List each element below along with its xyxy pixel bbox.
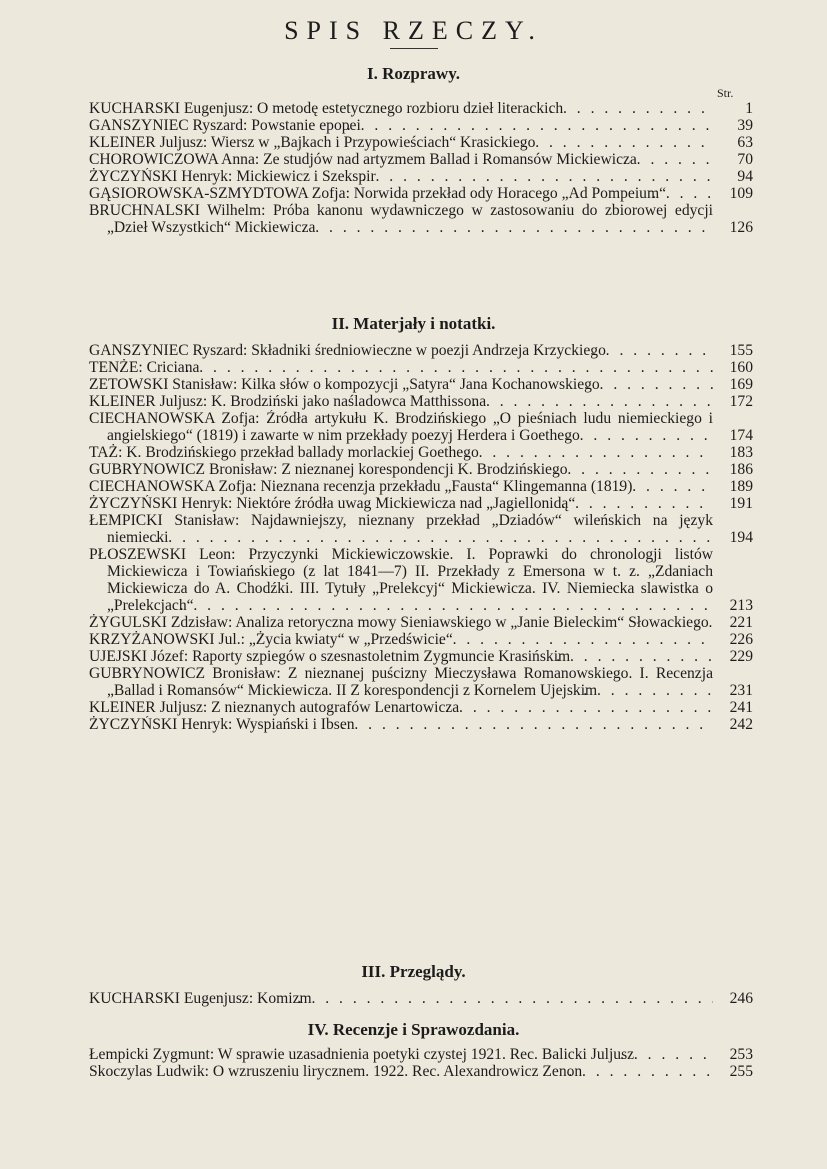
toc-entry-title: ŁEMPICKI Stanisław: Najdawniejszy, nieznany przekład „Dziadów“ wileńskich na język niemiecki . . . xyxy=(89,512,713,546)
toc-entry-page: 221 xyxy=(729,614,753,631)
toc-entry-page: 63 xyxy=(737,134,753,151)
toc-entry-title: GĄSIOROWSKA-SZMYDTOWA Zofja: Norwida przekład ody Horacego „Ad Pompeium“ . . . xyxy=(89,185,713,202)
toc-entry xyxy=(89,410,753,444)
toc-entry xyxy=(89,990,753,1007)
toc-entry xyxy=(89,1046,753,1063)
toc-entry-page: 246 xyxy=(729,990,753,1007)
toc-entry xyxy=(89,117,753,134)
toc-entry xyxy=(89,478,753,495)
toc-entry-title: KUCHARSKI Eugenjusz: O metodę estetycznego rozbioru dzieł literackich . . . xyxy=(89,100,713,117)
toc-entry-title: TENŻE: Criciana . . . xyxy=(89,359,713,376)
toc-entry-page: 194 xyxy=(729,529,753,546)
toc-entry-page: 109 xyxy=(729,185,753,202)
toc-entry-title: GANSZYNIEC Ryszard: Powstanie epopei . . . xyxy=(89,117,713,134)
toc-entry-title: KLEINER Juljusz: K. Brodziński jako naśladowca Matthissona . . . xyxy=(89,393,713,410)
toc-entry xyxy=(89,614,753,631)
toc-entry-page: 174 xyxy=(729,427,753,444)
toc-entry-title: CIECHANOWSKA Zofja: Źródła artykułu K. Brodzińskiego „O pieśniach ludu niemieckiego i angielskiego“ (1819) i zawarte w nim przekłady poezyj Herdera i Goethego . . . xyxy=(89,410,713,444)
toc-entry xyxy=(89,376,753,393)
toc-entry-title: Skoczylas Ludwik: O wzruszeniu lirycznem. 1922. Rec. Alexandrowicz Zenon . . . xyxy=(89,1063,713,1080)
toc-entry-title: PŁOSZEWSKI Leon: Przyczynki Mickiewiczowskie. I. Poprawki do chronologji listów Mickiewicza i Towiańskiego (z lat 1841—7) II. Przekłady z Emersona w t. z. „Zdaniach Mickiewicza do A. Chodźki. III. Tytuły „Prelekcyj“ Mickiewicza. IV. Niemiecka slawistka o „Prelekcjach“ . . . xyxy=(89,546,713,614)
toc-entry-title: ŻYCZYŃSKI Henryk: Wyspiański i Ibsen . . . xyxy=(89,716,713,733)
toc-entry xyxy=(89,461,753,478)
toc-entry-title: Łempicki Zygmunt: W sprawie uzasadnienia poetyki czystej 1921. Rec. Balicki Juljusz . . . xyxy=(89,1046,713,1063)
toc-entry-title: KLEINER Juljusz: Wiersz w „Bajkach i Przypowieściach“ Krasickiego . . . xyxy=(89,134,713,151)
toc-entry xyxy=(89,716,753,733)
toc-entry xyxy=(89,100,753,117)
toc-entry-page: 241 xyxy=(729,699,753,716)
toc-entry-title: CIECHANOWSKA Zofja: Nieznana recenzja przekładu „Fausta“ Klingemanna (1819) . . . xyxy=(89,478,713,495)
toc-entry-title: KRZYŻANOWSKI Jul.: „Życia kwiaty“ w „Przedświcie“ . . . xyxy=(89,631,713,648)
toc-entry-title: GUBRYNOWICZ Bronisław: Z nieznanej korespondencji K. Brodzińskiego . . . xyxy=(89,461,713,478)
toc-entry-title: ŻYCZYŃSKI Henryk: Niektóre źródła uwag Mickiewicza nad „Jagiellonidą“ . . . xyxy=(89,495,713,512)
toc-entry-page: 39 xyxy=(737,117,753,134)
toc-entry-page: 126 xyxy=(729,219,753,236)
toc-entry-page: 231 xyxy=(729,682,753,699)
title-divider xyxy=(390,48,438,49)
toc-entry-page: 226 xyxy=(729,631,753,648)
toc-entry xyxy=(89,546,753,614)
toc-entry-page: 172 xyxy=(729,393,753,410)
toc-entry xyxy=(89,444,753,461)
toc-entry xyxy=(89,393,753,410)
toc-entry xyxy=(89,1063,753,1080)
toc-entry-page: 255 xyxy=(729,1063,753,1080)
toc-entry xyxy=(89,648,753,665)
section-heading-materjaly: II. Materjały i notatki. xyxy=(331,314,496,333)
toc-entry-title: ŻYGULSKI Zdzisław: Analiza retoryczna mowy Sieniawskiego w „Janie Bieleckim“ Słowackiego . . . xyxy=(89,614,713,631)
toc-entry xyxy=(89,151,753,168)
toc-entry xyxy=(89,202,753,236)
toc-entry-page: 155 xyxy=(729,342,753,359)
toc-entry xyxy=(89,168,753,185)
toc-entry-page: 169 xyxy=(729,376,753,393)
section-heading-recenzje: IV. Recenzje i Sprawozdania. xyxy=(307,1020,520,1039)
toc-entry-title: ZETOWSKI Stanisław: Kilka słów o kompozycji „Satyra“ Jana Kochanowskiego . . . xyxy=(89,376,713,393)
toc-entry-title: UJEJSKI Józef: Raporty szpiegów o szesnastoletnim Zygmuncie Krasińskim . . . xyxy=(89,648,713,665)
section-entries-rozprawy xyxy=(89,100,753,236)
section-entries-materjaly xyxy=(89,342,753,733)
toc-entry-page: 94 xyxy=(737,168,753,185)
toc-entry-page: 186 xyxy=(729,461,753,478)
toc-entry-page: 213 xyxy=(729,597,753,614)
toc-entry-title: BRUCHNALSKI Wilhelm: Próba kanonu wydawniczego w zastosowaniu do zbiorowej edycji „Dzieł Wszystkich“ Mickiewicza . . . xyxy=(89,202,713,236)
toc-entry-page: 183 xyxy=(729,444,753,461)
toc-entry-page: 253 xyxy=(729,1046,753,1063)
section-heading-rozprawy: I. Rozprawy. xyxy=(366,64,461,83)
section-entries-recenzje xyxy=(89,1046,753,1080)
toc-entry-title: TAŻ: K. Brodzińskiego przekład ballady morlackiej Goethego . . . xyxy=(89,444,713,461)
section-heading-przeglady: III. Przeglądy. xyxy=(361,962,466,981)
toc-entry-page: 229 xyxy=(729,648,753,665)
toc-entry-title: ŻYCZYŃSKI Henryk: Mickiewicz i Szekspir . . . xyxy=(89,168,713,185)
toc-entry xyxy=(89,699,753,716)
toc-entry-page: 160 xyxy=(729,359,753,376)
toc-entry-title: CHOROWICZOWA Anna: Ze studjów nad artyzmem Ballad i Romansów Mickiewicza . . . xyxy=(89,151,713,168)
toc-entry-title: GUBRYNOWICZ Bronisław: Z nieznanej puścizny Mieczysława Romanowskiego. I. Recenzja „Ballad i Romansów“ Mickiewicza. II Z korespondencji z Kornelem Ujejskim . . . xyxy=(89,665,713,699)
page-column-label: Str. xyxy=(717,86,734,100)
toc-entry-page: 242 xyxy=(729,716,753,733)
toc-entry xyxy=(89,495,753,512)
toc-entry-title: KUCHARSKI Eugenjusz: Komizm . . . xyxy=(89,990,713,1007)
toc-entry xyxy=(89,342,753,359)
section-entries-przeglady xyxy=(89,990,753,1007)
toc-entry xyxy=(89,134,753,151)
toc-entry-page: 1 xyxy=(745,100,753,117)
page-title: SPIS RZECZY. xyxy=(284,16,543,45)
toc-entry xyxy=(89,359,753,376)
toc-entry xyxy=(89,185,753,202)
toc-entry-page: 191 xyxy=(729,495,753,512)
toc-entry-page: 70 xyxy=(737,151,753,168)
toc-entry-title: KLEINER Juljusz: Z nieznanych autografów Lenartowicza . . . xyxy=(89,699,713,716)
toc-entry-page: 189 xyxy=(729,478,753,495)
toc-entry-title: GANSZYNIEC Ryszard: Składniki średniowieczne w poezji Andrzeja Krzyckiego . . . xyxy=(89,342,713,359)
toc-entry xyxy=(89,512,753,546)
toc-entry xyxy=(89,631,753,648)
toc-entry xyxy=(89,665,753,699)
